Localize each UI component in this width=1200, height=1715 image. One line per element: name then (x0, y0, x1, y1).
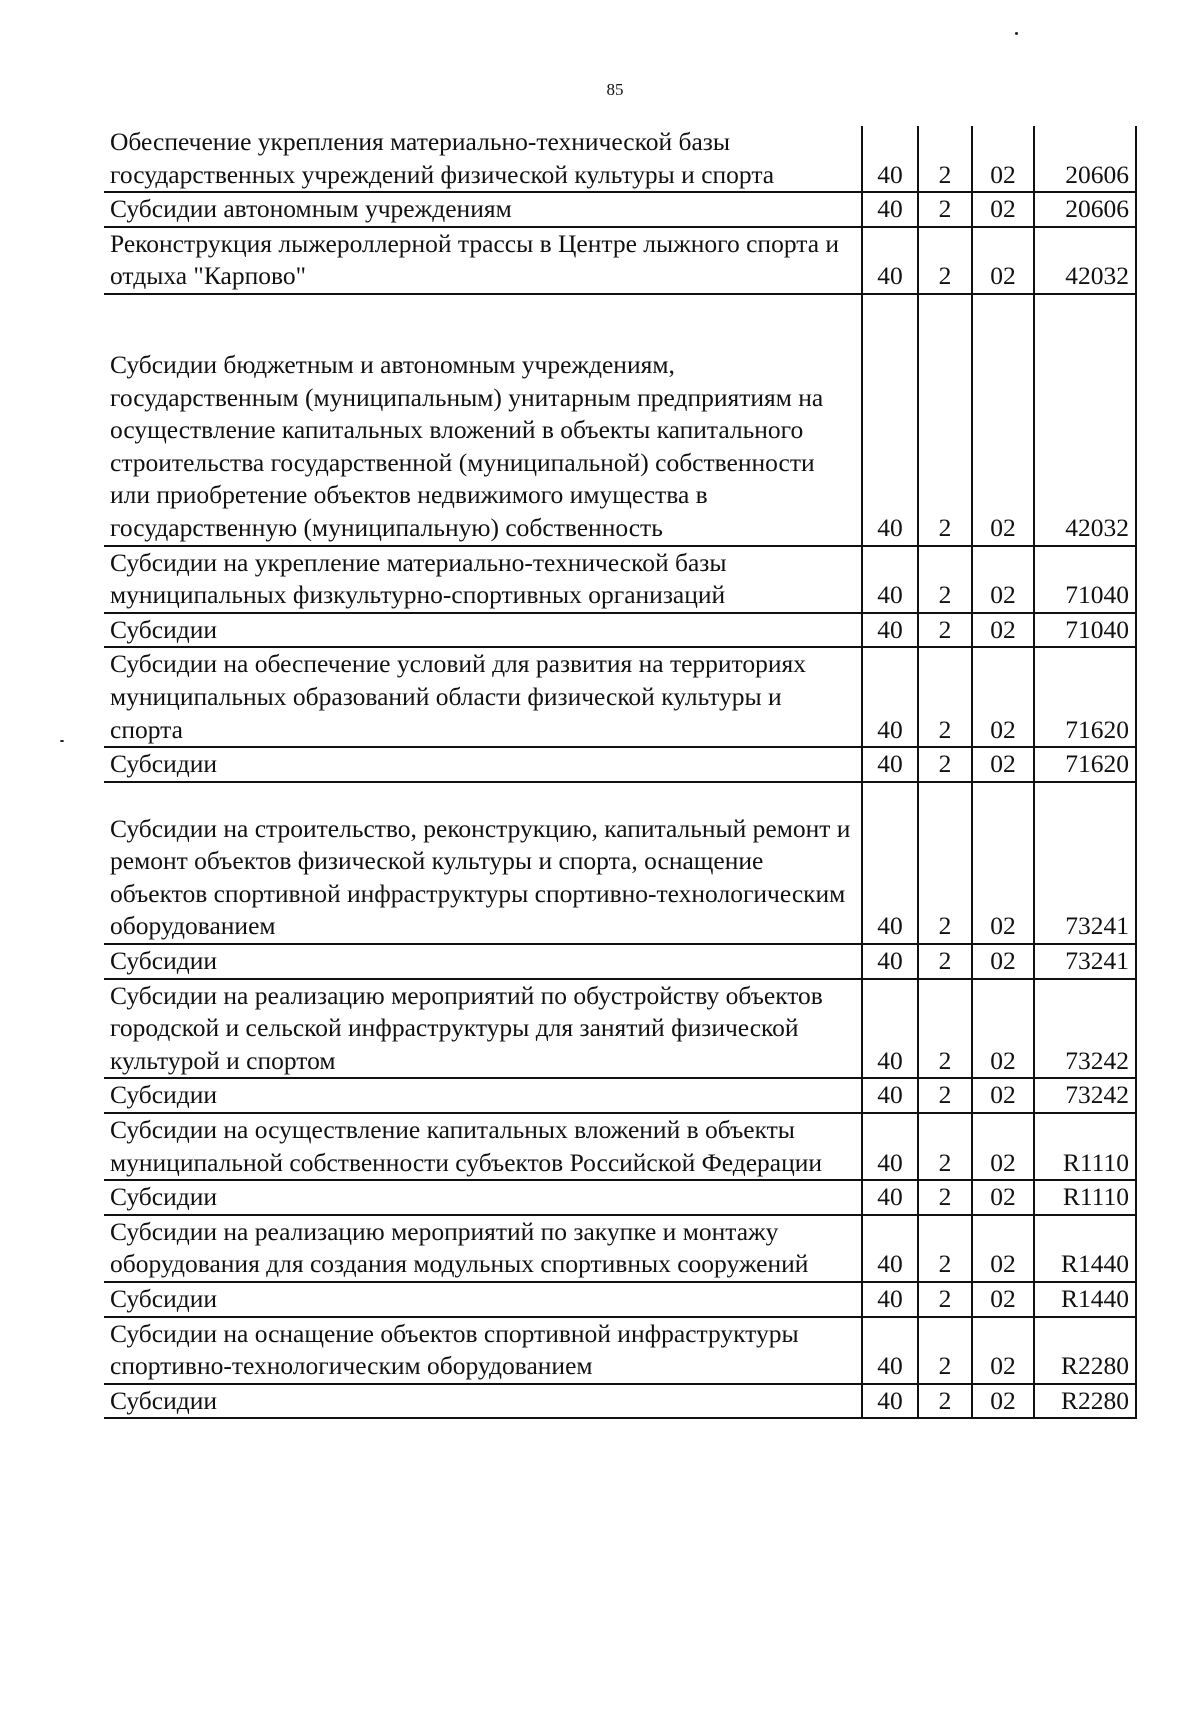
expense-code-cell: R1110 (1034, 1180, 1136, 1215)
table-row (104, 782, 1136, 944)
subprogram-code-cell: 2 (918, 126, 972, 192)
row-name-cell: Субсидии (104, 1384, 862, 1419)
scan-speck (1015, 32, 1018, 35)
expense-code-cell: 20606 (1034, 126, 1136, 192)
table-row (104, 979, 1136, 1079)
subprogram-code-cell: 2 (918, 1113, 972, 1180)
table-row (104, 1078, 1136, 1113)
row-name-cell: Субсидии на обеспечение условий для развития на территориях муниципальных образований области физической культуры и спорта (104, 647, 862, 747)
expense-code-cell: 73242 (1034, 1078, 1136, 1113)
row-name-cell: Обеспечение укрепления материально-технической базы государственных учреждений физической культуры и спорта (104, 126, 862, 192)
table-row (104, 126, 1136, 192)
subprogram-code-cell: 2 (918, 1180, 972, 1215)
expense-code-cell: 73242 (1034, 979, 1136, 1079)
section-code-cell: 40 (862, 192, 918, 227)
row-name-cell: Субсидии на осуществление капитальных вложений в объекты муниципальной собственности субъектов Российской Федерации (104, 1113, 862, 1180)
row-name-cell: Субсидии на реализацию мероприятий по обустройству объектов городской и сельской инфраструктуры для занятий физической культурой и спортом (104, 979, 862, 1079)
table-row (104, 1180, 1136, 1215)
page-number: 85 (606, 80, 624, 99)
section-code-cell: 40 (862, 546, 918, 613)
table-row (104, 294, 1136, 546)
event-code-cell: 02 (972, 1180, 1034, 1215)
section-code-cell: 40 (862, 944, 918, 979)
expense-code-cell: 71620 (1034, 747, 1136, 782)
row-name-cell: Реконструкция лыжероллерной трассы в Центре лыжного спорта и отдыха "Карпово" (104, 227, 862, 294)
table-row (104, 1215, 1136, 1282)
subprogram-code-cell: 2 (918, 979, 972, 1079)
section-code-cell: 40 (862, 1215, 918, 1282)
expense-code-cell: 71620 (1034, 647, 1136, 747)
table-row (104, 1113, 1136, 1180)
expense-code-cell: 73241 (1034, 782, 1136, 944)
row-name-cell: Субсидии на строительство, реконструкцию, капитальный ремонт и ремонт объектов физической культуры и спорта, оснащение объектов спортивной инфраструктуры спортивно-технологическим оборудованием (104, 782, 862, 944)
subprogram-code-cell: 2 (918, 1282, 972, 1317)
expense-code-cell: R2280 (1034, 1384, 1136, 1419)
subprogram-code-cell: 2 (918, 647, 972, 747)
section-code-cell: 40 (862, 1282, 918, 1317)
row-name-cell: Субсидии на реализацию мероприятий по закупке и монтажу оборудования для создания модульных спортивных сооружений (104, 1215, 862, 1282)
table-row (104, 647, 1136, 747)
table-row (104, 613, 1136, 648)
event-code-cell: 02 (972, 1113, 1034, 1180)
expense-code-cell: 42032 (1034, 294, 1136, 546)
event-code-cell: 02 (972, 613, 1034, 648)
event-code-cell: 02 (972, 546, 1034, 613)
event-code-cell: 02 (972, 944, 1034, 979)
subprogram-code-cell: 2 (918, 1384, 972, 1419)
section-code-cell: 40 (862, 1180, 918, 1215)
expense-code-cell: R1110 (1034, 1113, 1136, 1180)
row-name-cell: Субсидии (104, 1078, 862, 1113)
section-code-cell: 40 (862, 1113, 918, 1180)
subprogram-code-cell: 2 (918, 944, 972, 979)
event-code-cell: 02 (972, 192, 1034, 227)
table-row (104, 944, 1136, 979)
event-code-cell: 02 (972, 1384, 1034, 1419)
table-row (104, 1384, 1136, 1419)
table-row (104, 1317, 1136, 1384)
table-row (104, 747, 1136, 782)
expense-code-cell: R2280 (1034, 1317, 1136, 1384)
event-code-cell: 02 (972, 1317, 1034, 1384)
event-code-cell: 02 (972, 647, 1034, 747)
row-name-cell: Субсидии на оснащение объектов спортивной инфраструктуры спортивно-технологическим оборудованием (104, 1317, 862, 1384)
expense-code-cell: 71040 (1034, 613, 1136, 648)
row-name-cell: Субсидии бюджетным и автономным учреждениям, государственным (муниципальным) унитарным предприятиям на осуществление капитальных вложений в объекты капитального строительства государственной (муниципальной) собственности или приобретение объектов недвижимого имущества в государственную (муниципальную) собственность (104, 294, 862, 546)
subprogram-code-cell: 2 (918, 782, 972, 944)
event-code-cell: 02 (972, 227, 1034, 294)
section-code-cell: 40 (862, 1317, 918, 1384)
section-code-cell: 40 (862, 613, 918, 648)
row-name-cell: Субсидии автономным учреждениям (104, 192, 862, 227)
expense-code-cell: 42032 (1034, 227, 1136, 294)
section-code-cell: 40 (862, 747, 918, 782)
row-name-cell: Субсидии (104, 1282, 862, 1317)
event-code-cell: 02 (972, 1282, 1034, 1317)
table-row (104, 192, 1136, 227)
scan-speck (60, 740, 64, 742)
table-row (104, 227, 1136, 294)
table-row (104, 546, 1136, 613)
section-code-cell: 40 (862, 294, 918, 546)
subprogram-code-cell: 2 (918, 294, 972, 546)
event-code-cell: 02 (972, 979, 1034, 1079)
event-code-cell: 02 (972, 126, 1034, 192)
event-code-cell: 02 (972, 1078, 1034, 1113)
row-name-cell: Субсидии на укрепление материально-технической базы муниципальных физкультурно-спортивных организаций (104, 546, 862, 613)
budget-table (104, 126, 1137, 1419)
event-code-cell: 02 (972, 1215, 1034, 1282)
event-code-cell: 02 (972, 782, 1034, 944)
section-code-cell: 40 (862, 647, 918, 747)
expense-code-cell: R1440 (1034, 1282, 1136, 1317)
expense-code-cell: R1440 (1034, 1215, 1136, 1282)
section-code-cell: 40 (862, 1078, 918, 1113)
expense-code-cell: 20606 (1034, 192, 1136, 227)
subprogram-code-cell: 2 (918, 546, 972, 613)
section-code-cell: 40 (862, 979, 918, 1079)
event-code-cell: 02 (972, 747, 1034, 782)
section-code-cell: 40 (862, 782, 918, 944)
expense-code-cell: 73241 (1034, 944, 1136, 979)
section-code-cell: 40 (862, 126, 918, 192)
table-row (104, 1282, 1136, 1317)
subprogram-code-cell: 2 (918, 613, 972, 648)
subprogram-code-cell: 2 (918, 1215, 972, 1282)
event-code-cell: 02 (972, 294, 1034, 546)
subprogram-code-cell: 2 (918, 1078, 972, 1113)
section-code-cell: 40 (862, 227, 918, 294)
row-name-cell: Субсидии (104, 1180, 862, 1215)
row-name-cell: Субсидии (104, 747, 862, 782)
expense-code-cell: 71040 (1034, 546, 1136, 613)
row-name-cell: Субсидии (104, 613, 862, 648)
subprogram-code-cell: 2 (918, 747, 972, 782)
section-code-cell: 40 (862, 1384, 918, 1419)
subprogram-code-cell: 2 (918, 1317, 972, 1384)
subprogram-code-cell: 2 (918, 227, 972, 294)
subprogram-code-cell: 2 (918, 192, 972, 227)
row-name-cell: Субсидии (104, 944, 862, 979)
